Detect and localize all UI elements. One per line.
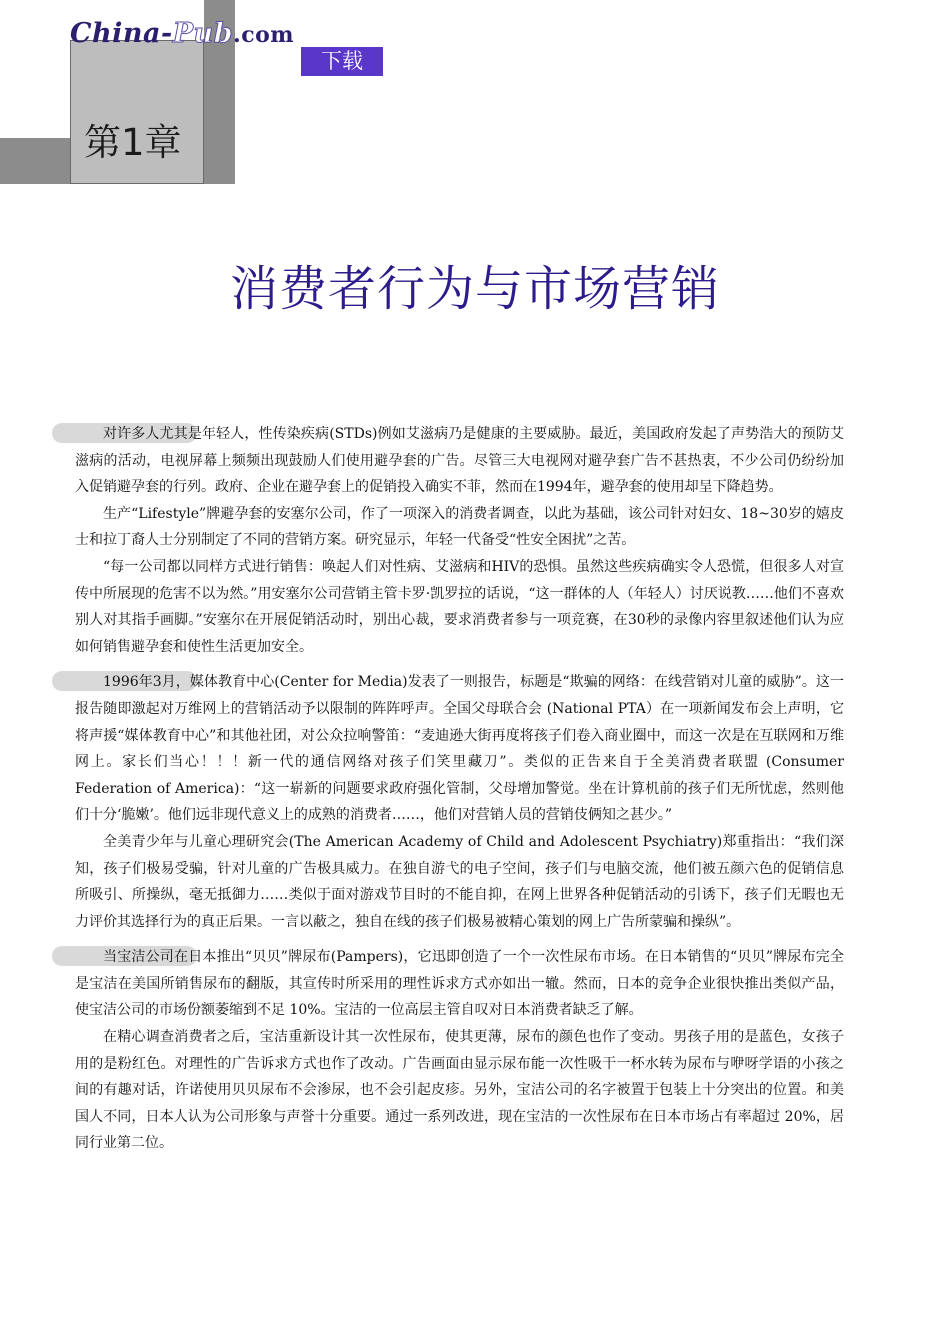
logo-text-pub: Pub [172, 18, 234, 49]
paragraph: 在精心调查消费者之后，宝洁重新设计其一次性尿布，使其更薄，尿布的颜色也作了变动。男孩子用的是蓝色，女孩子用的是粉红色。对理性的广告诉求方式也作了改动。广告画面由显示尿布能一次性吸干一杯水转为尿布与咿呀学语的小孩之间的有趣对话，许诺使用贝贝尿布不会渗尿，也不会引起皮疹。另外，宝洁公司的名字被置于包装上十分突出的位置。和美国人不同，日本人认为公司形象与声誉十分重要。通过一系列改进，现在宝洁的一次性尿布在日本市场占有率超过 20%，居同行业第二位。 [75, 1029, 844, 1152]
paragraph: 当宝洁公司在日本推出“贝贝”牌尿布(Pampers)，它迅即创造了一个一次性尿布市场。在日本销售的“贝贝”牌尿布完全是宝洁在美国所销售尿布的翻版，其宣传时所采用的理性诉求方式亦如出一辙。然而，日本的竞争企业很快推出类似产品，使宝洁公司的市场份额萎缩到不足 10%。宝洁的一位高层主管自叹对日本消费者缺乏了解。 [75, 949, 844, 1019]
section-1 [75, 421, 844, 660]
section-3 [75, 944, 844, 1157]
paragraph: 生产“Lifestyle”牌避孕套的安塞尔公司，作了一项深入的消费者调查，以此为基础，该公司针对妇女、18~30岁的嬉皮士和拉丁裔人士分别制定了不同的营销方案。研究显示，年轻一代备受“性安全困扰”之苦。 [75, 505, 844, 549]
body-text [75, 421, 844, 1157]
page-title: 消费者行为与市场营销 [229, 261, 720, 317]
header-decor-bar-left [0, 138, 70, 184]
site-logo[interactable] [70, 18, 294, 52]
logo-text-domain: .com [233, 22, 295, 48]
paragraph: “每一公司都以同样方式进行销售：唤起人们对性病、艾滋病和HIV的恐惧。虽然这些疾病确实令人恐慌，但很多人对宣传中所展现的危害不以为然。”用安塞尔公司营销主管卡罗·凯罗拉的话说，“这一群体的人（年轻人）讨厌说教……他们不喜欢别人对其指手画脚。”安塞尔在开展促销活动时，别出心裁，要求消费者参与一项竞赛，在30秒的录像内容里叙述他们认为应如何销售避孕套和使性生活更加安全。 [75, 558, 844, 655]
paragraph: 1996年3月，媒体教育中心(Center for Media)发表了一则报告，标题是“欺骗的网络：在线营销对儿童的威胁”。这一报告随即激起对万维网上的营销活动予以限制的阵阵呼声。全国父母联合会 (National PTA）在一项新闻发布会上声明，它将声援“媒体教育中心”和其他社团，对公众拉响警笛：“麦迪逊大街再度将孩子们卷入商业圈中，而这一次是在互联网和万维网上。家长们当心！！！新一代的通信网络对孩子们笑里藏刀”。类似的正告来自于全美消费者联盟 (Consumer Federation of America)：“这一崭新的问题要求政府强化管制，父母增加警觉。坐在计算机前的孩子们无所忧虑，然则他们十分‘脆嫩’。他们远非现代意义上的成熟的消费者……，他们对营销人员的营销伎俩知之甚少。” [75, 674, 844, 824]
chapter-label: 第1章 [84, 121, 182, 164]
paragraph: 对许多人尤其是年轻人，性传染疾病(STDs)例如艾滋病乃是健康的主要威胁。最近，美国政府发起了声势浩大的预防艾滋病的活动，电视屏幕上频频出现鼓励人们使用避孕套的广告。尽管三大电视网对避孕套广告不甚热衷，不少公司仍纷纷加入促销避孕套的行列。政府、企业在避孕套上的促销投入确实不菲，然而在1994年，避孕套的使用却呈下降趋势。 [75, 426, 844, 496]
download-badge[interactable]: 下载 [301, 47, 383, 76]
paragraph: 全美青少年与儿童心理研究会(The American Academy of Child and Adolescent Psychiatry)郑重指出：“我们深知，孩子们极易受骗，针对儿童的广告极具威力。在独自游弋的电子空间，孩子们与电脑交流，他们被五颜六色的促销信息所吸引、所操纵，毫无抵御力……类似于面对游戏节目时的不能自抑，在网上世界各种促销活动的引诱下，孩子们无暇也无力评价其选择行为的真正后果。一言以蔽之，独自在线的孩子们极易被精心策划的网上广告所蒙骗和操纵”。 [75, 833, 844, 930]
section-2 [75, 669, 844, 935]
logo-text-china: China- [70, 18, 173, 49]
